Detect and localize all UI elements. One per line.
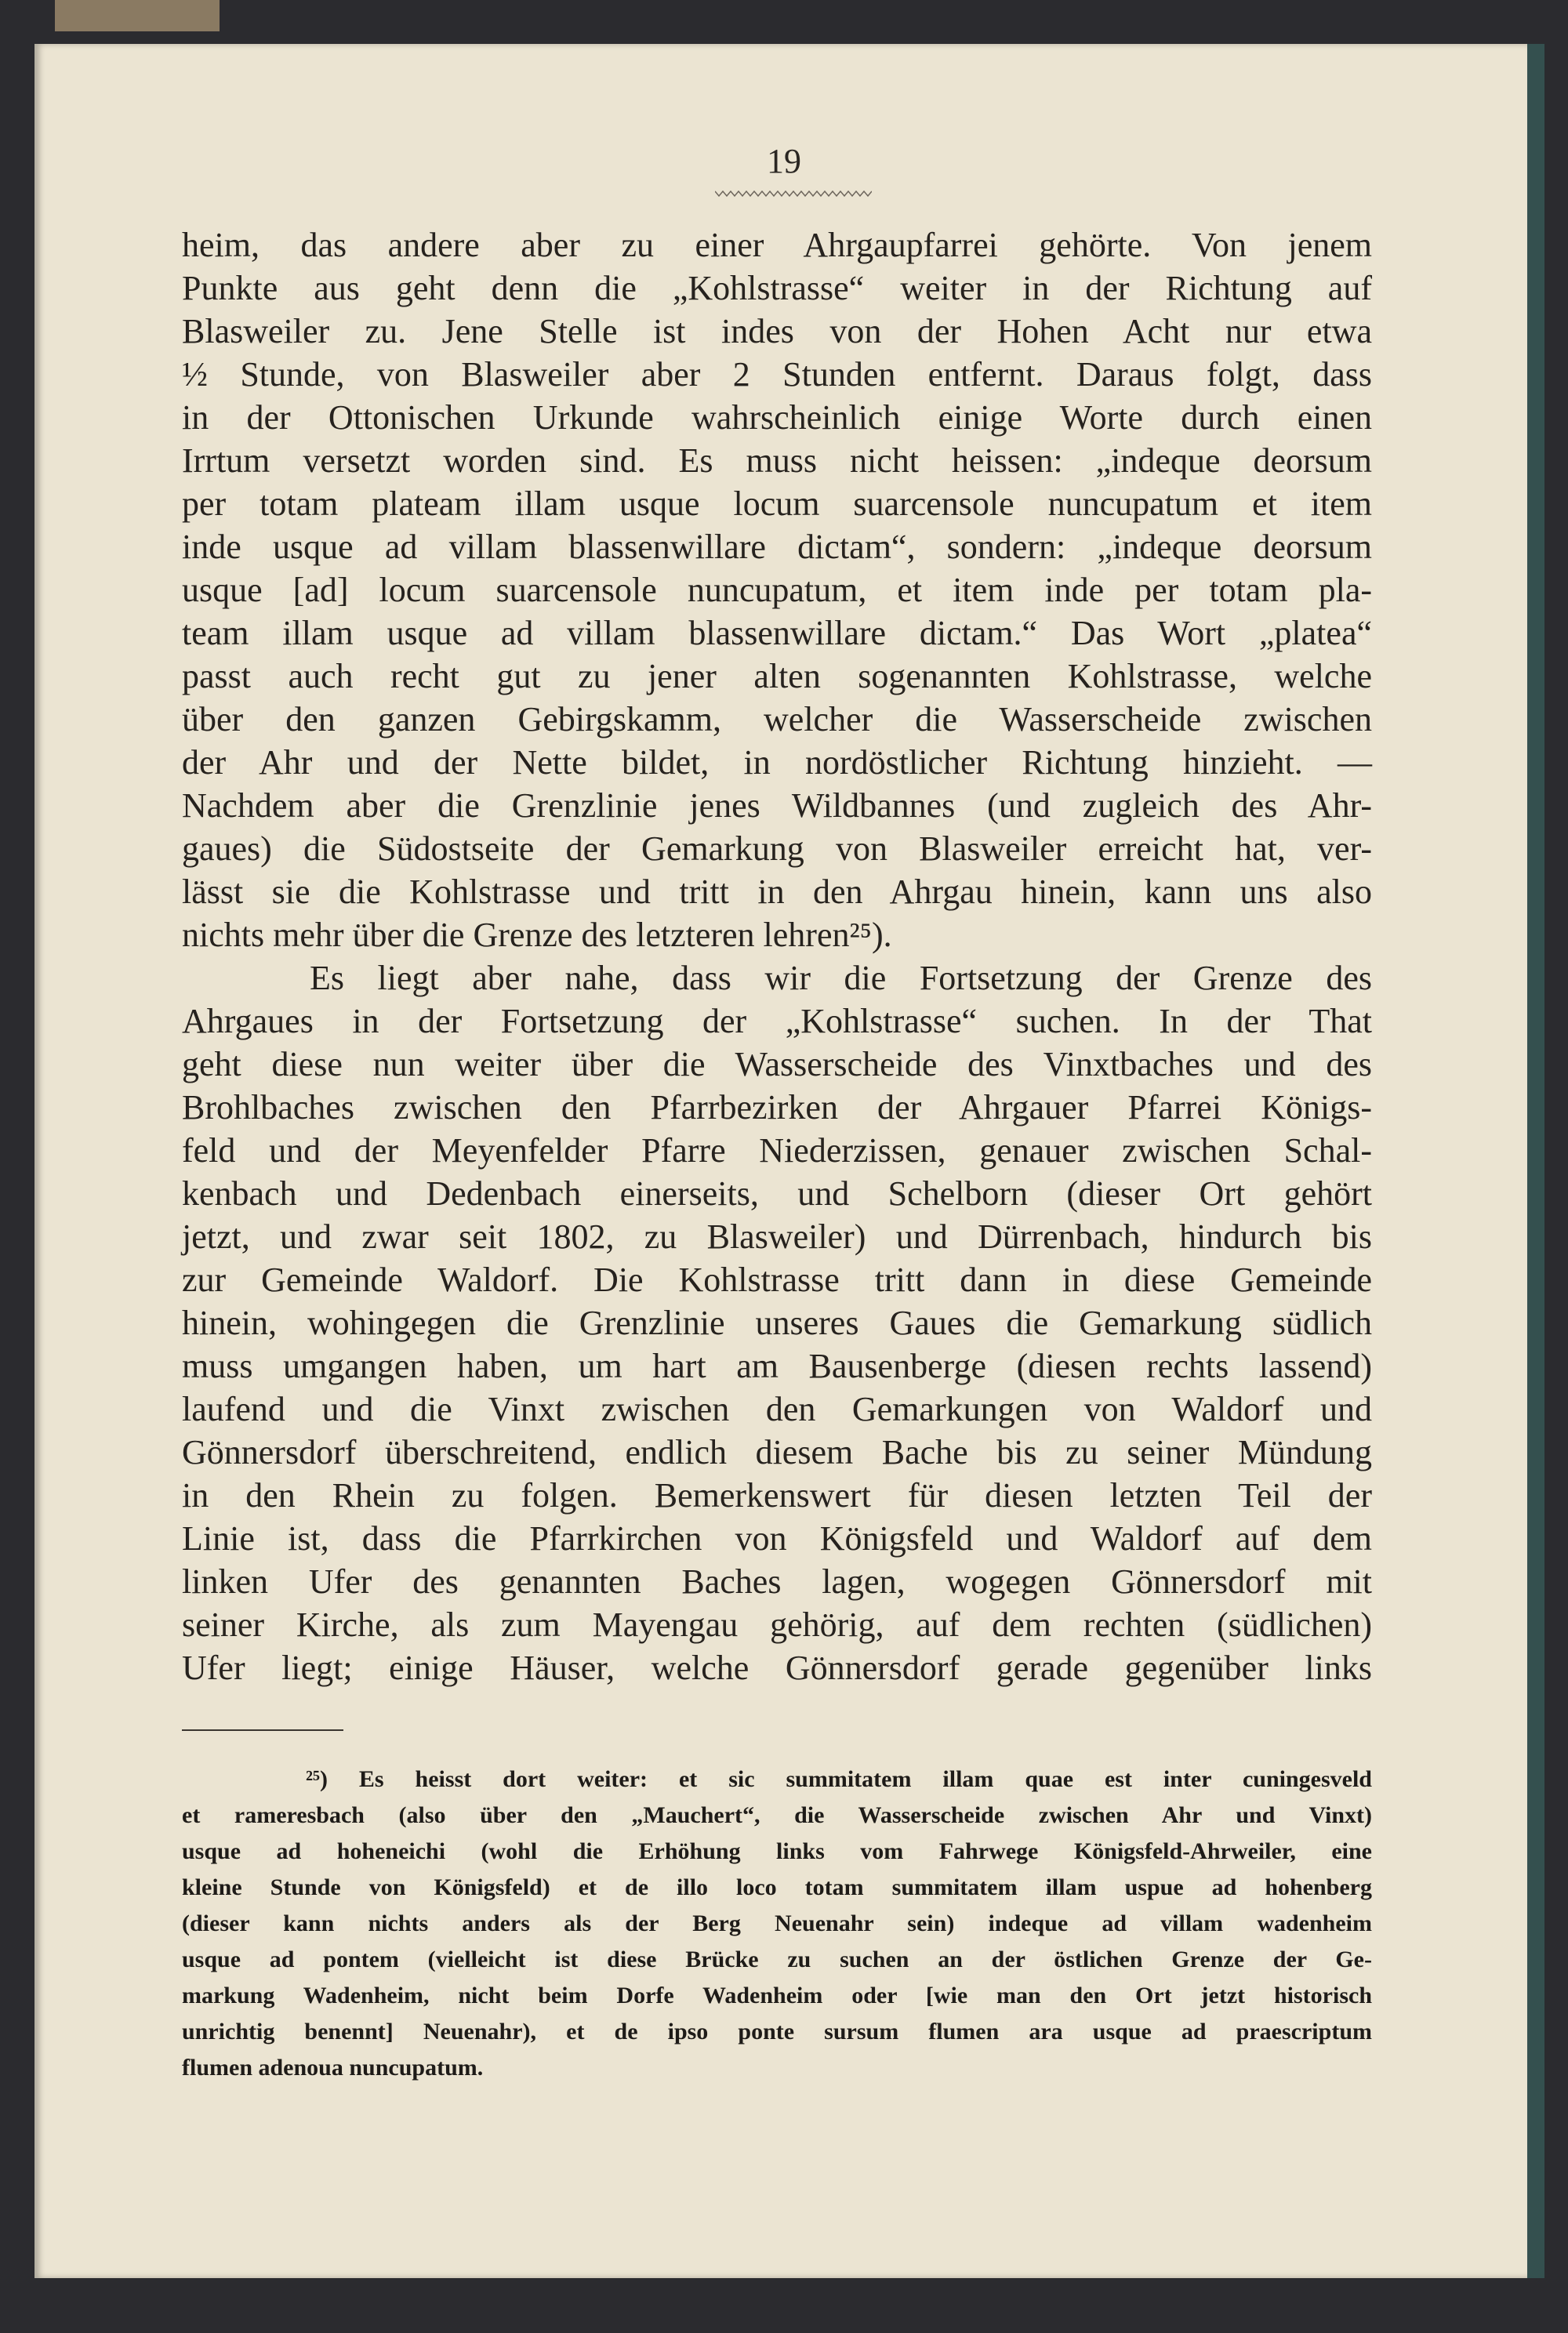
text-line: Blasweiler zu. Jene Stelle ist indes von der Hohen Acht nur etwa xyxy=(182,312,1372,350)
text-line: inde usque ad villam blassenwillare dictam“, sondern: „indeque deorsum xyxy=(182,528,1372,566)
page-number: 19 xyxy=(767,142,801,180)
text-line: jetzt, und zwar seit 1802, zu Blasweiler) und Dürrenbach, hindurch bis xyxy=(182,1217,1372,1256)
text-line: Es liegt aber nahe, dass wir die Fortsetzung der Grenze des xyxy=(310,959,1372,997)
footnote-line: ²⁵) Es heisst dort weiter: et sic summitatem illam quae est inter cuningesveld xyxy=(306,1766,1372,1792)
footnote-line: kleine Stunde von Königsfeld) et de illo loco totam summitatem illam uspue ad hohenberg xyxy=(182,1874,1372,1900)
text-line: per totam plateam illam usque locum suarcensole nuncupatum et item xyxy=(182,484,1372,523)
text-line: lässt sie die Kohlstrasse und tritt in den Ahrgau hinein, kann uns also xyxy=(182,873,1372,911)
text-line: über den ganzen Gebirgskamm, welcher die Wasserscheide zwischen xyxy=(182,700,1372,738)
text-line: ½ Stunde, von Blasweiler aber 2 Stunden entfernt. Daraus folgt, dass xyxy=(182,355,1372,394)
text-line: Brohlbaches zwischen den Pfarrbezirken der Ahrgauer Pfarrei Königs- xyxy=(182,1088,1372,1127)
footnote-divider xyxy=(182,1729,343,1731)
text-line: heim, das andere aber zu einer Ahrgaupfarrei gehörte. Von jenem xyxy=(182,226,1372,264)
text-line: hinein, wohingegen die Grenzlinie unseres Gaues die Gemarkung südlich xyxy=(182,1304,1372,1342)
text-line: nichts mehr über die Grenze des letzteren lehren²⁵). xyxy=(182,916,892,954)
text-line: gaues) die Südostseite der Gemarkung von Blasweiler erreicht hat, ver- xyxy=(182,829,1372,868)
footnote-line: usque ad hoheneichi (wohl die Erhöhung links vom Fahrwege Königsfeld-Ahrweiler, eine xyxy=(182,1838,1372,1864)
text-line: team illam usque ad villam blassenwillare dictam.“ Das Wort „platea“ xyxy=(182,614,1372,652)
text-line: kenbach und Dedenbach einerseits, und Schelborn (dieser Ort gehört xyxy=(182,1174,1372,1213)
text-line: muss umgangen haben, um hart am Bausenberge (diesen rechts lassend) xyxy=(182,1347,1372,1385)
text-line: zur Gemeinde Waldorf. Die Kohlstrasse tritt dann in diese Gemeinde xyxy=(182,1261,1372,1299)
text-line: geht diese nun weiter über die Wasserscheide des Vinxtbaches und des xyxy=(182,1045,1372,1083)
text-line: Gönnersdorf überschreitend, endlich diesem Bache bis zu seiner Mündung xyxy=(182,1433,1372,1471)
text-line: der Ahr und der Nette bildet, in nordöstlicher Richtung hinzieht. — xyxy=(182,743,1372,782)
footnote-line: usque ad pontem (vielleicht ist diese Brücke zu suchen an der östlichen Grenze der Ge- xyxy=(182,1947,1372,1972)
footnote-line: flumen adenoua nuncupatum. xyxy=(182,2055,484,2081)
text-line: passt auch recht gut zu jener alten sogenannten Kohlstrasse, welche xyxy=(182,657,1372,695)
footnote-line: unrichtig benennt] Neuenahr), et de ipso ponte sursum flumen ara usque ad praescriptum xyxy=(182,2019,1372,2045)
text-line: linken Ufer des genannten Baches lagen, wogegen Gönnersdorf mit xyxy=(182,1562,1372,1601)
text-line: seiner Kirche, als zum Mayengau gehörig, auf dem rechten (südlichen) xyxy=(182,1606,1372,1644)
footnote-line: et rameresbach (also über den „Mauchert“, die Wasserscheide zwischen Ahr und Vinxt) xyxy=(182,1802,1372,1828)
footnote-line: markung Wadenheim, nicht beim Dorfe Wadenheim oder [wie man den Ort jetzt historisch xyxy=(182,1983,1372,2008)
text-line: in den Rhein zu folgen. Bemerkenswert für diesen letzten Teil der xyxy=(182,1476,1372,1515)
text-line: in der Ottonischen Urkunde wahrscheinlich einige Worte durch einen xyxy=(182,398,1372,437)
text-line: Linie ist, dass die Pfarrkirchen von Königsfeld und Waldorf auf dem xyxy=(182,1519,1372,1558)
text-line: feld und der Meyenfelder Pfarre Niederzissen, genauer zwischen Schal- xyxy=(182,1131,1372,1170)
text-line: laufend und die Vinxt zwischen den Gemarkungen von Waldorf und xyxy=(182,1390,1372,1428)
footnote-line: (dieser kann nichts anders als der Berg Neuenahr sein) indeque ad villam wadenheim xyxy=(182,1910,1372,1936)
ornamental-wavy-rule xyxy=(715,188,872,198)
text-line: Ufer liegt; einige Häuser, welche Gönnersdorf gerade gegenüber links xyxy=(182,1649,1372,1687)
text-line: Ahrgaues in der Fortsetzung der „Kohlstrasse“ suchen. In der That xyxy=(182,1002,1372,1040)
book-cover-edge xyxy=(1527,44,1544,2278)
binding-tab xyxy=(55,0,220,31)
text-line: Nachdem aber die Grenzlinie jenes Wildbannes (und zugleich des Ahr- xyxy=(182,786,1372,825)
text-line: Irrtum versetzt worden sind. Es muss nicht heissen: „indeque deorsum xyxy=(182,441,1372,480)
text-line: Punkte aus geht denn die „Kohlstrasse“ weiter in der Richtung auf xyxy=(182,269,1372,307)
text-line: usque [ad] locum suarcensole nuncupatum, et item inde per totam pla- xyxy=(182,571,1372,609)
